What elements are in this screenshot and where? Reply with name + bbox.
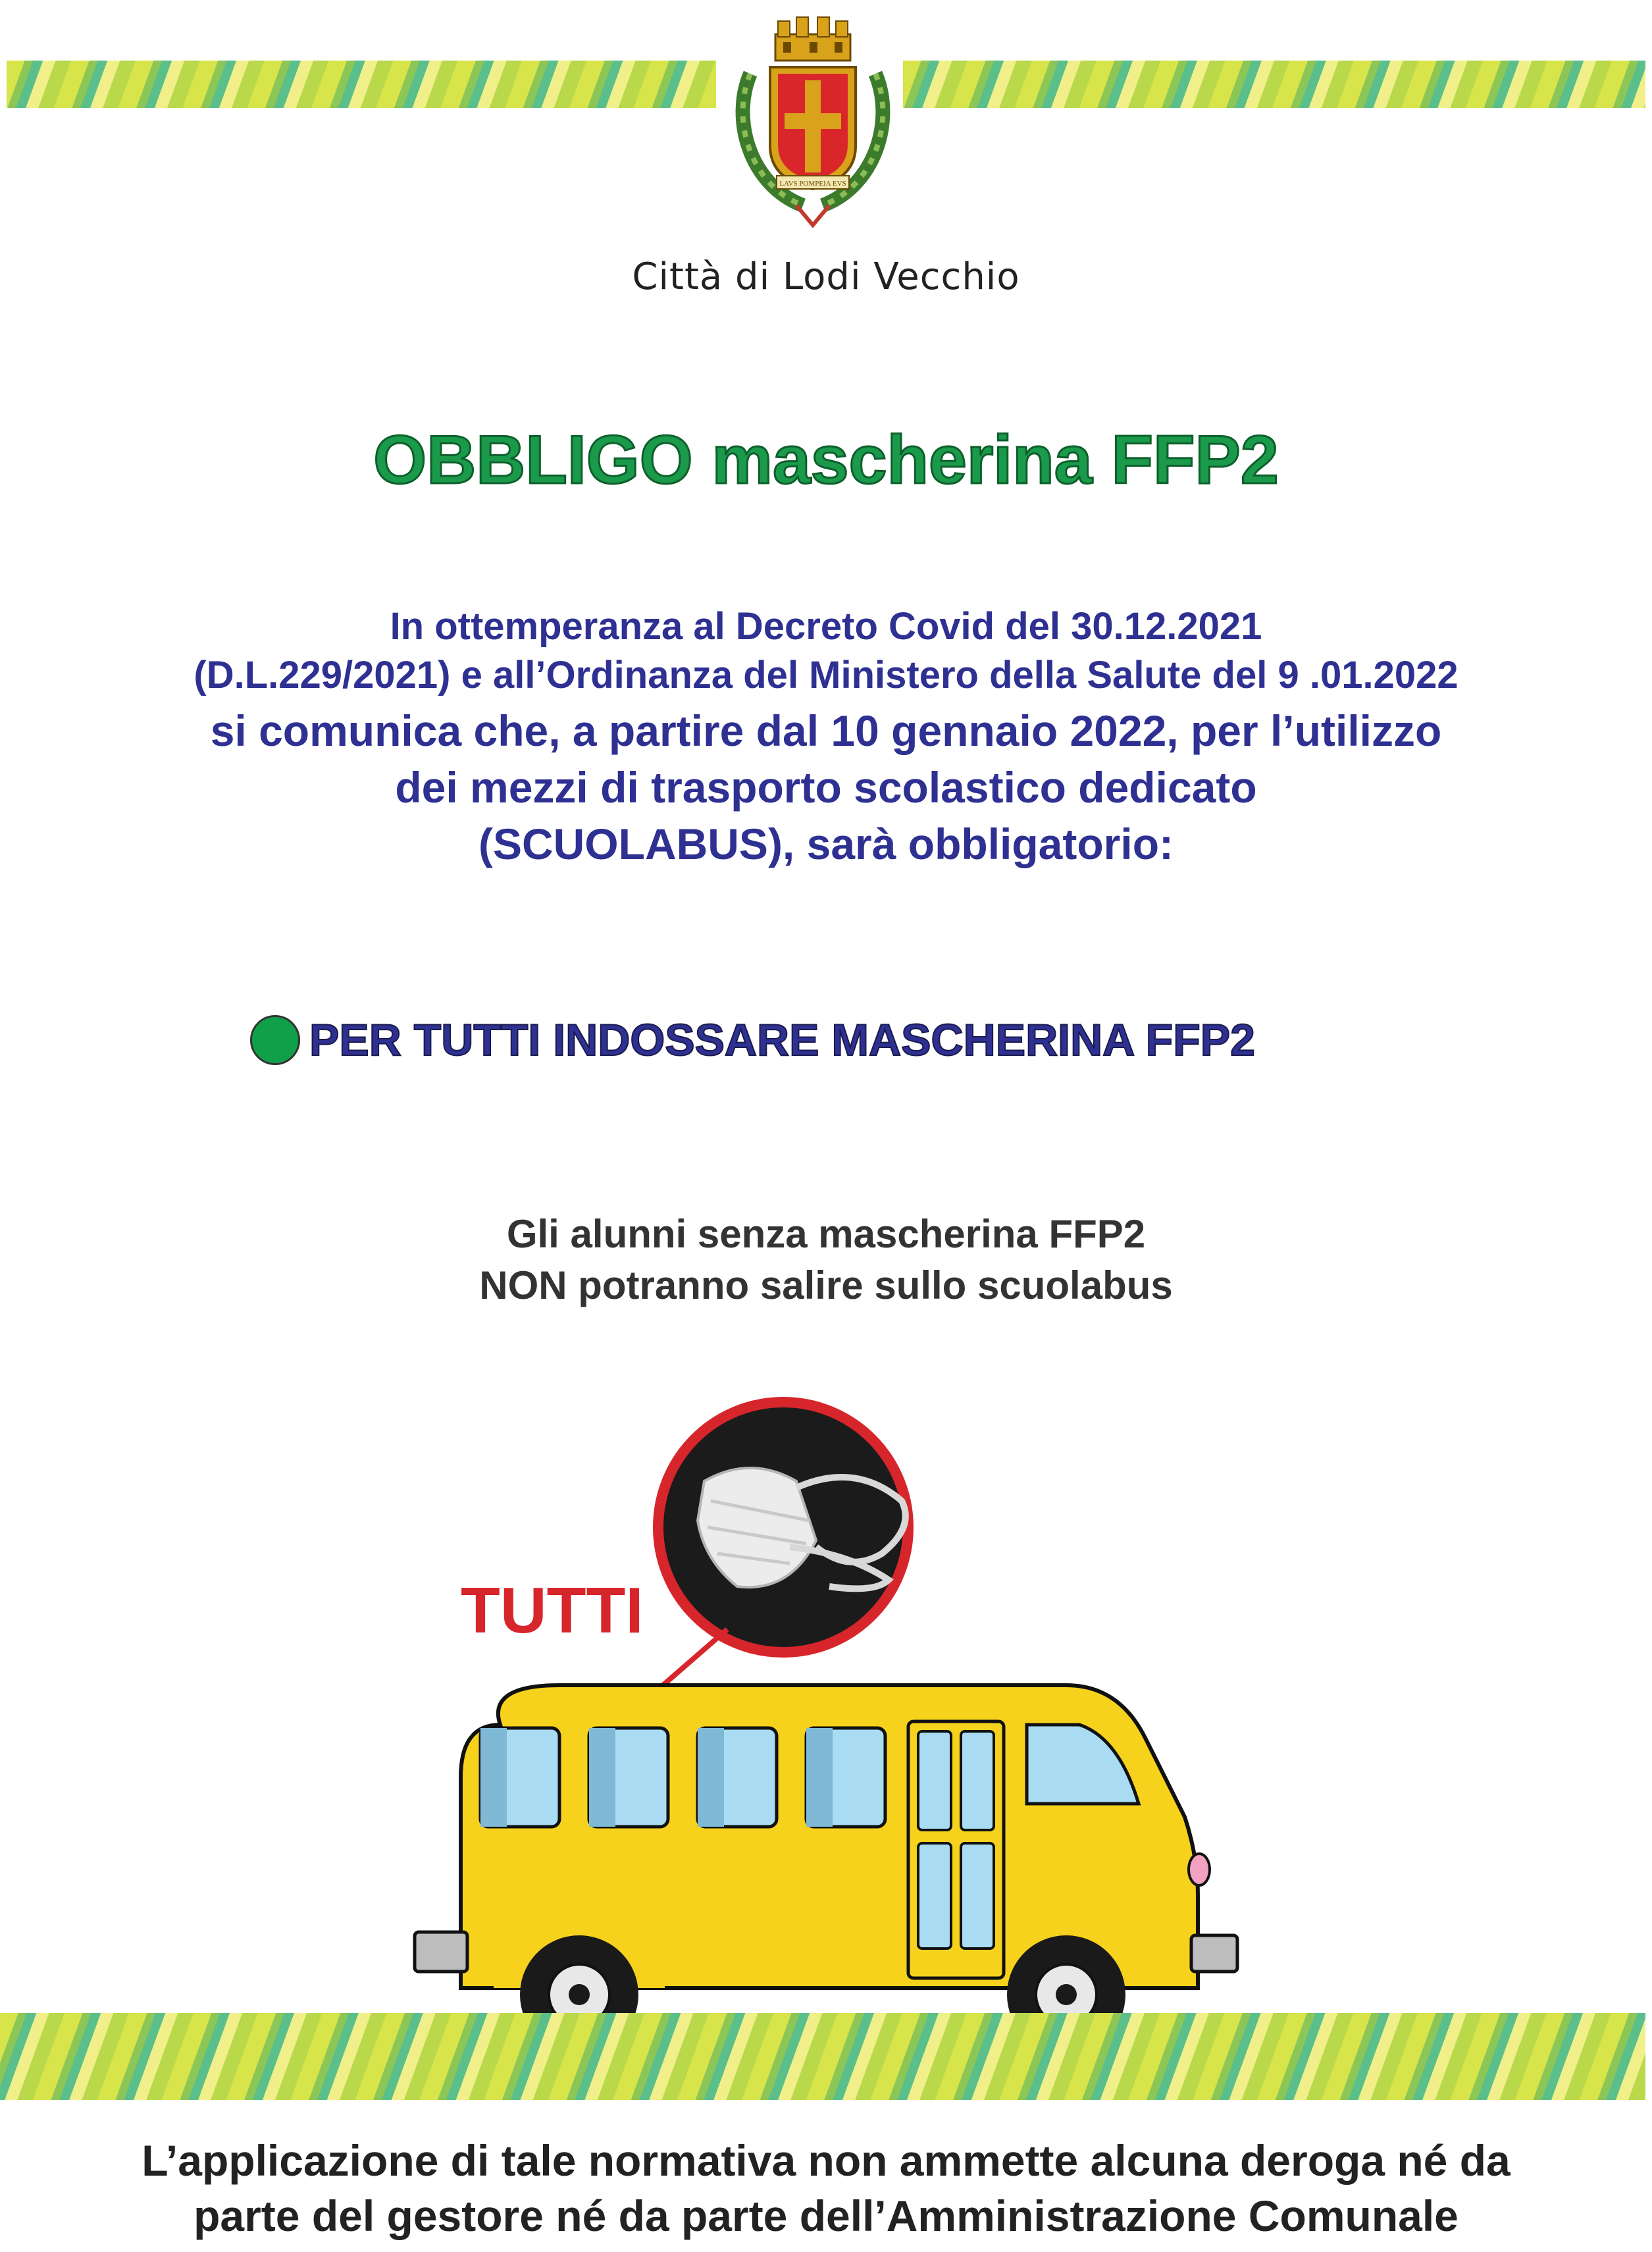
rule-item	[250, 1007, 1255, 1073]
intro-line-2: (D.L.229/2021) e all’Ordinanza del Ministero della Salute del 9 .01.2022	[194, 654, 1458, 696]
decorative-stripe-top-right	[903, 61, 1645, 108]
decorative-stripe-bottom	[0, 2013, 1645, 2100]
bus-icon	[415, 1685, 1237, 2028]
city-name: Città di Lodi Vecchio	[632, 255, 1020, 298]
footer-line-1: L’applicazione di tale normativa non ammette alcuna deroga né da	[142, 2136, 1510, 2185]
green-bullet-icon	[250, 1015, 300, 1065]
mask-icon	[658, 1402, 908, 1652]
svg-text:LAVS POMPEIA EVS: LAVS POMPEIA EVS	[779, 180, 846, 188]
tutti-label: TUTTI	[461, 1574, 644, 1646]
decorative-stripe-top-left	[7, 61, 716, 108]
intro-line-5: (SCUOLABUS), sarà obbligatorio:	[478, 820, 1174, 868]
intro-line-1: In ottemperanza al Decreto Covid del 30.12.2021	[390, 605, 1262, 648]
intro-line-3: si comunica che, a partire dal 10 gennaio 2022, per l’utilizzo	[210, 706, 1442, 755]
note-line-1: Gli alunni senza mascherina FFP2	[506, 1212, 1146, 1256]
footer-line-2: parte del gestore né da parte dell’Amministrazione Comunale	[194, 2191, 1458, 2240]
note-line-2: NON potranno salire sullo scuolabus	[479, 1263, 1173, 1307]
city-crest-icon	[724, 8, 902, 232]
school-bus-illustration	[395, 1396, 1251, 2028]
intro-line-4: dei mezzi di trasporto scolastico dedicato	[395, 763, 1257, 812]
rule-text: PER TUTTI INDOSSARE MASCHERINA FFP2	[309, 1015, 1255, 1065]
page-title: OBBLIGO mascherina FFP2	[373, 422, 1279, 498]
